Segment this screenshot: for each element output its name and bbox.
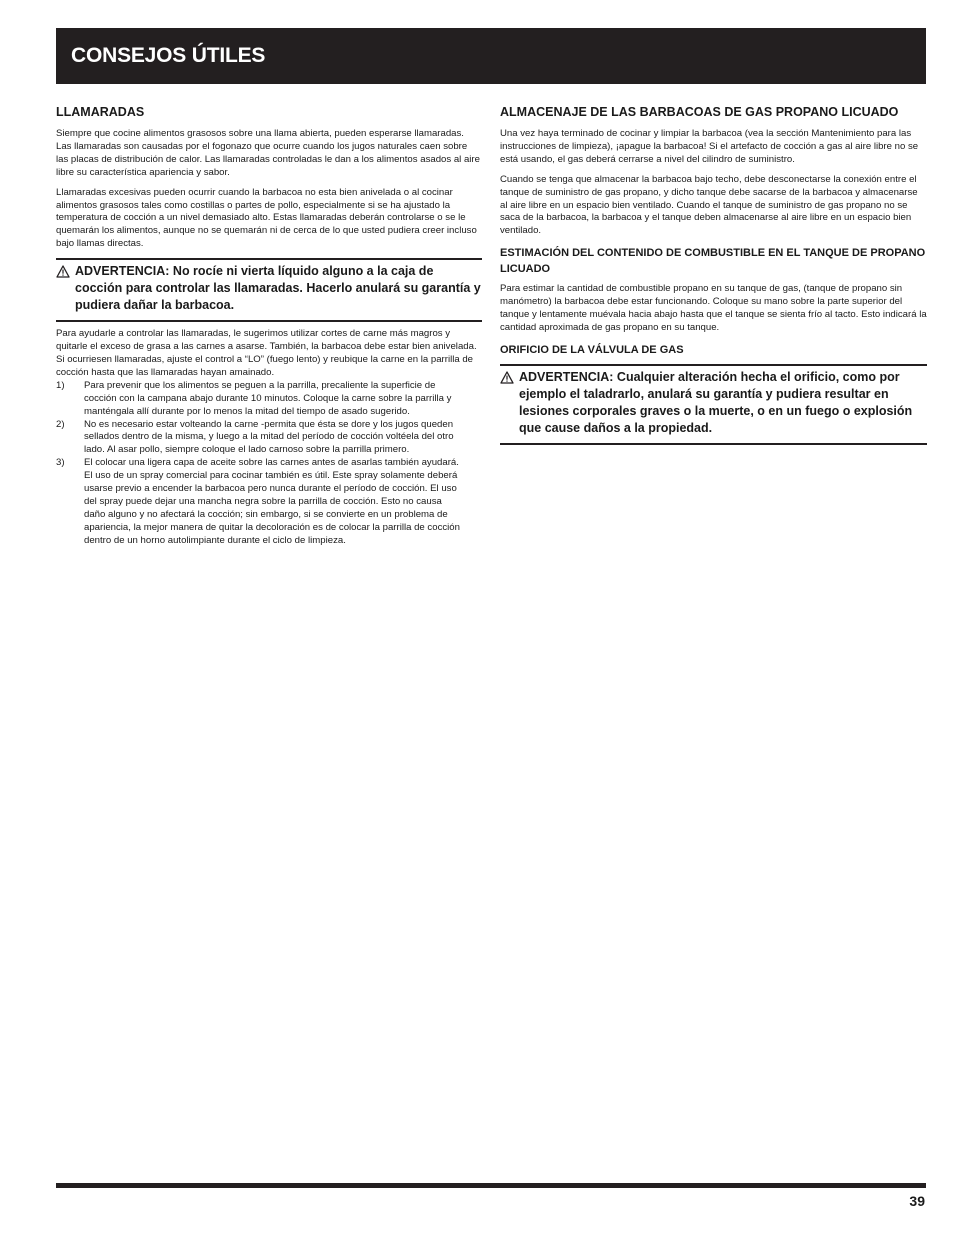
- warning-triangle-icon: [56, 265, 70, 278]
- subheading-estimacion: ESTIMACIÓN DEL CONTENIDO DE COMBUSTIBLE EN EL TANQUE DE PROPANO LICUADO: [500, 247, 926, 276]
- warning-text: ADVERTENCIA: No rocíe ni vierta líquido alguno a la caja de cocción para controlar las llamaradas. Hacerlo anulará su garantía y pudiera dañar la barbacoa.: [75, 264, 481, 313]
- list-item-number: 1): [56, 379, 65, 391]
- list-item: [56, 419, 482, 458]
- list-item-text: No es necesario estar volteando la carne -permita que ésta se dore y los jugos queden sellados dentro de la misma, y luego a la mitad del período de cocción voltéela del otro lado. Al asar pollo, siempre coloque el lado carnoso sobre la parrilla primero.: [84, 418, 454, 456]
- warning-box: [56, 258, 482, 322]
- warning-triangle-icon: [500, 371, 514, 384]
- paragraph: Siempre que cocine alimentos grasosos sobre una llama abierta, pueden esperarse llamaradas. Las llamaradas son causadas por el fogonazo que ocurre cuando los jugos naturales caen sobre las placas de distribución de calor. Las llamaradas controladas le dan a los alimentos asados al aire libre su característica apariencia y sabor.: [56, 128, 480, 178]
- list-item-text: El colocar una ligera capa de aceite sobre las carnes antes de asarlas también ayudará. El uso de un spray comercial para cocinar también es útil. Este spray solamente deberá usarse previo a encender la barbacoa pero nunca durante el período de cocción. El uso del spray puede dejar una mancha negra sobre la parrilla de cocción. Esto no causa daño alguno y no afectará la cocción; sin embargo, si se convierte en un problema de apariencia, la mejor manera de quitar la decoloración es de colocar la parrilla de cocción dentro de un horno autolimpiante durante el ciclo de limpieza.: [84, 457, 460, 546]
- paragraph: Cuando se tenga que almacenar la barbacoa bajo techo, debe desconectarse la conexión entre el tanque de suministro de gas propano, y dicho tanque debe sacarse de la barbacoa y almacenarse al aire libre en un espacio bien ventilado. Cuando el tanque de suministro de gas propano no se saca de la barbacoa, la barbacoa y el tanque deben almacenarse al aire libre en un espacio bien ventilado.: [500, 173, 918, 237]
- list-item-text: Para prevenir que los alimentos se peguen a la parrilla, precaliente la superficie de cocción con la campana abajo durante 10 minutos. Coloque la carne sobre la parrilla y manténgala allí durante por lo menos la mitad del tiempo de asado sugerido.: [84, 379, 452, 417]
- paragraph: Llamaradas excesivas pueden ocurrir cuando la barbacoa no esta bien anivelada o al cocinar alimentos grasosos tales como costillas o partes de pollo, especialmente si se ha ajustado la temperatura de cocción a un nivel demasiado alto. Estas llamaradas deberán controlarse o se le quemarán los alimentos, aunque no se quemarán ni de cerca de lo que usted pudiera creer incluso bajo llamas directas.: [56, 186, 477, 250]
- list-item: [56, 457, 482, 547]
- list-item-number: 3): [56, 457, 65, 469]
- paragraph: Para ayudarle a controlar las llamaradas, le sugerimos utilizar cortes de carne más magros y quitarle el exceso de grasa a las carnes a asarse. También, la barbacoa debe estar bien anivelada. Si ocurriesen llamaradas, ajuste el control a “LO” (fuego lento) y reubique la carne en la parrilla de cocción hasta que las llamaradas hayan amainado.: [56, 328, 477, 378]
- header-bar: [56, 28, 926, 84]
- warning-box: [500, 364, 927, 445]
- list-item-number: 2): [56, 418, 65, 430]
- footer-bar: [56, 1183, 926, 1188]
- left-column: [56, 104, 482, 548]
- steps-list: [56, 380, 482, 548]
- right-column: [500, 104, 927, 451]
- paragraph: Una vez haya terminado de cocinar y limpiar la barbacoa (vea la sección Mantenimiento para las instrucciones de limpieza), ¡apague la barbacoa! Si el artefacto de cocción a gas al aire libre no se está usando, el gas deberá cerrarse a nivel del cilindro de suministro.: [500, 128, 919, 165]
- page-number: 39: [909, 1193, 925, 1209]
- warning-text: ADVERTENCIA: Cualquier alteración hecha el orificio, como por ejemplo el taladrarlo, anulará su garantía y pudiera resultar en lesiones corporales graves o la muerte, o en un fuego o explosión que cause daños a la propiedad.: [519, 369, 913, 435]
- subheading-orificio: ORIFICIO DE LA VÁLVULA DE GAS: [500, 343, 684, 356]
- list-item: [56, 380, 482, 419]
- section-heading-almacenaje: ALMACENAJE DE LAS BARBACOAS DE GAS PROPANO LICUADO: [500, 105, 899, 119]
- section-heading-llamaradas: LLAMARADAS: [56, 105, 145, 119]
- paragraph: Para estimar la cantidad de combustible propano en su tanque de gas, (tanque de propano sin manómetro) la barbacoa debe estar funcionando. Coloque su mano sobre la parte superior del tanque y lentamente muévala hacia abajo hasta que el tanque se sienta frío al tacto. Esto indicará la cantidad aproximada de gas propano en su tanque.: [500, 283, 927, 333]
- page-title: CONSEJOS ÚTILES: [71, 44, 266, 67]
